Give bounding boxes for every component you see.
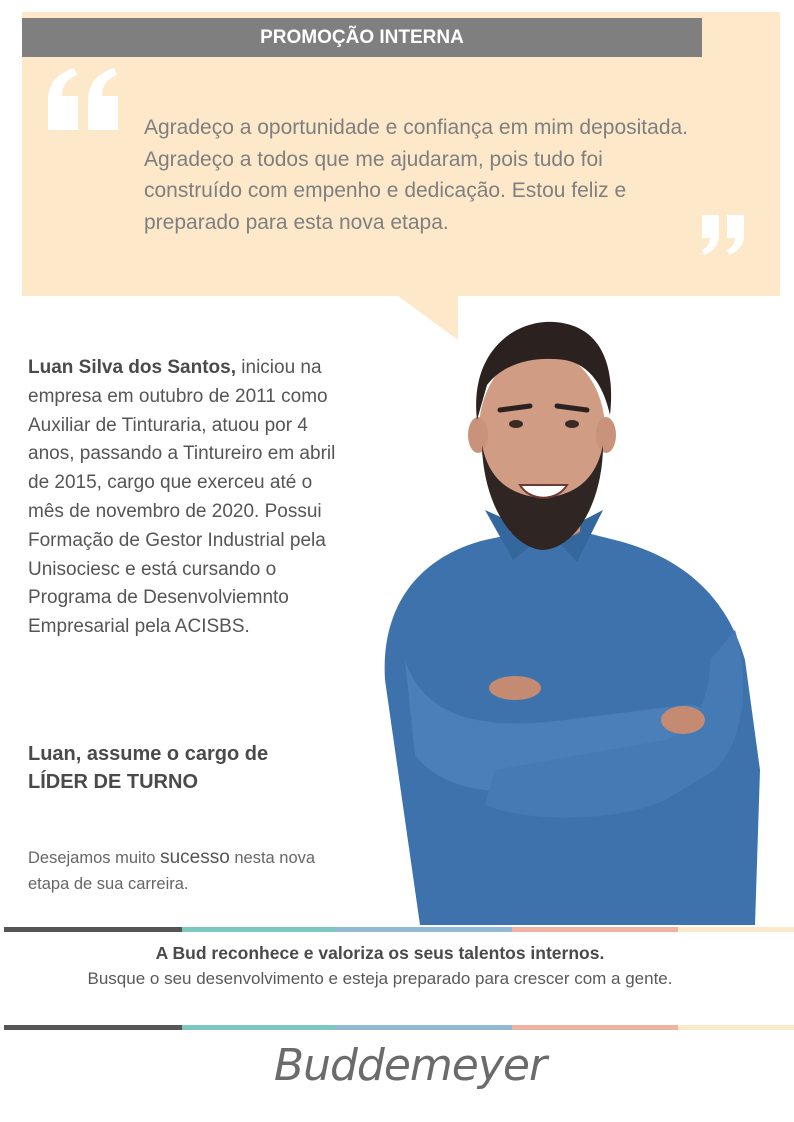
employee-photo <box>365 300 765 925</box>
employee-name: Luan Silva dos Santos, <box>28 357 236 378</box>
footer-line-1: A Bud reconhece e valoriza os seus talentos internos. <box>155 943 605 963</box>
wish-text-before: Desejamos muito <box>28 849 161 867</box>
divider-stripe-bottom <box>4 1025 794 1030</box>
quote-text: Agradeço a oportunidade e confiança em mim depositada. Agradeço a todos que me ajudaram, pois tudo foi construído com empenho e dedicação. Estou feliz e preparado para esta nova etapa. <box>144 116 689 234</box>
bio-paragraph <box>28 354 348 642</box>
close-quote-icon <box>700 213 748 255</box>
announcement-line: Luan, assume o cargo de <box>28 743 269 765</box>
footer-line-2: Busque o seu desenvolvimento e esteja preparado para crescer com a gente. <box>87 969 673 988</box>
role-title: LÍDER DE TURNO <box>28 771 198 793</box>
open-quote-icon <box>46 68 122 132</box>
page-title: PROMOÇÃO INTERNA <box>22 18 702 57</box>
divider-stripe-top <box>4 927 794 932</box>
announcement <box>28 740 358 796</box>
footer-message <box>60 940 700 992</box>
bio-text: iniciou na empresa em outubro de 2011 como Auxiliar de Tinturaria, atuou por 4 anos, passando a Tintureiro em abril de 2015, cargo que exerceu até o mês de novembro de 2020. Possui Formação de Gestor Industrial pela Unisociesc e está cursando o Programa de Desenvolviemnto Empresarial pela ACISBS. <box>28 357 336 638</box>
brand-logo: Buddemeyer <box>273 1040 547 1091</box>
wish-text-after: nesta nova etapa de sua carreira. <box>28 849 316 893</box>
wish-message <box>28 845 348 897</box>
wish-highlight: sucesso <box>160 847 230 868</box>
